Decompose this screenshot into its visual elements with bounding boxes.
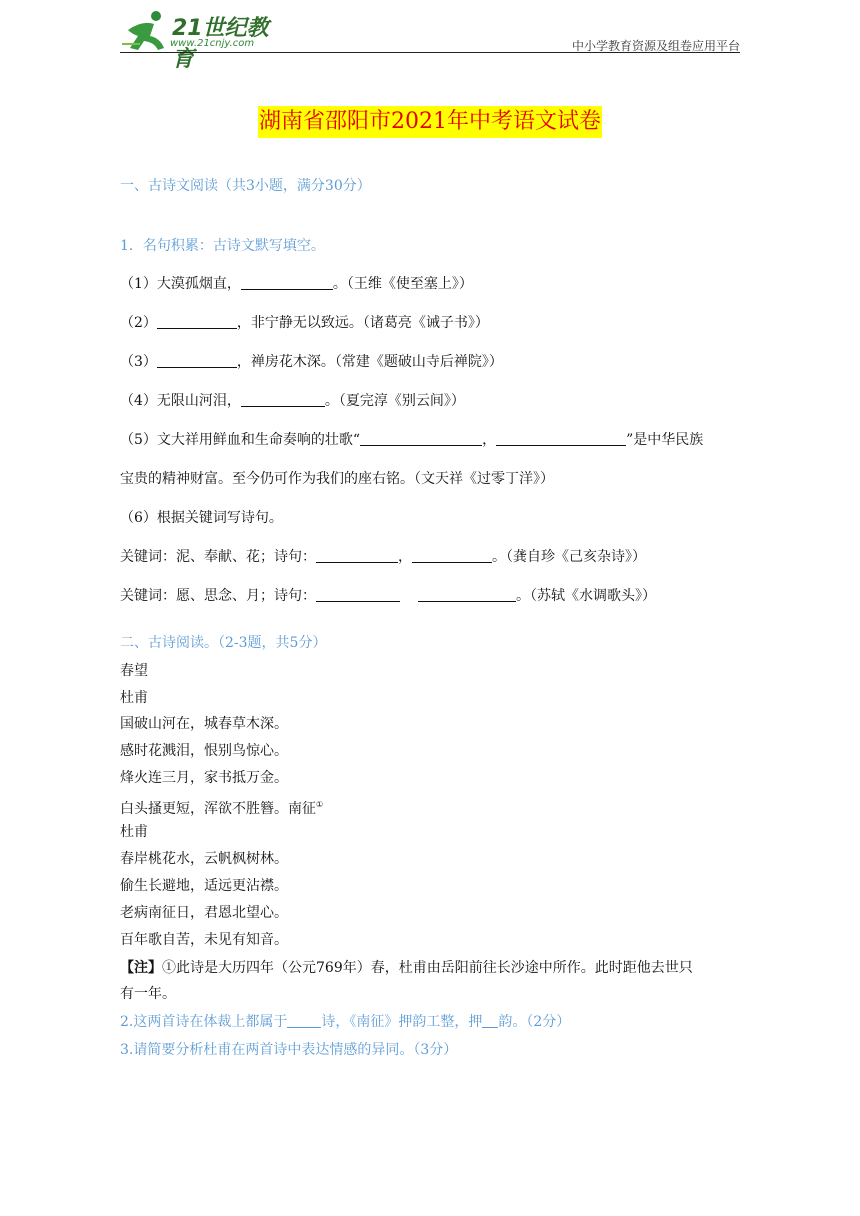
item2-prefix: （2）: [120, 315, 157, 331]
item4-prefix: （4）无限山河泪，: [120, 393, 241, 409]
fill-item-3: [120, 352, 503, 372]
poem2-line: 百年歌自苦，未见有知音。: [120, 932, 288, 948]
kw2-prefix: 关键词：愿、思念、月；诗句：: [120, 588, 316, 604]
note-continued: 有一年。: [120, 986, 176, 1002]
fill-item-5: [120, 430, 703, 450]
poem1-line: 烽火连三月，家书抵万金。: [120, 770, 288, 786]
poem1-title: 春望: [120, 663, 148, 679]
answer-blank[interactable]: [287, 1013, 321, 1028]
poem1-line: 感时花溅泪，恨别鸟惊心。: [120, 743, 288, 759]
note-text: ①此诗是大历四年（公元769年）春，杜甫由岳阳前往长沙途中所作。此时距他去世只: [162, 960, 693, 976]
note: [120, 958, 693, 978]
keyword-line-2: [120, 586, 656, 606]
section1-heading: 一、古诗文阅读（共3小题，满分30分）: [120, 178, 371, 194]
item2-suffix: ，非宁静无以致远。（诸葛亮《诫子书》）: [236, 315, 489, 331]
note-label: 【注】: [120, 960, 162, 976]
poem1-line-text: 白头搔更短，浑欲不胜簪。南征: [120, 801, 316, 817]
keyword-line-1: [120, 547, 646, 567]
question2: [120, 1012, 570, 1032]
answer-blank[interactable]: [157, 353, 237, 368]
fill-item-6: （6）根据关键词写诗句。: [120, 510, 283, 526]
page-header: [120, 10, 740, 72]
poem2-line: 春岸桃花水，云帆枫树林。: [120, 851, 288, 867]
kw1-comma: ，: [398, 549, 412, 565]
poem2-line: 老病南征日，君恩北望心。: [120, 905, 288, 921]
item4-suffix: 。（夏完淳《别云间》）: [324, 393, 465, 409]
item5-comma: ，: [482, 432, 497, 448]
item1-suffix: 。（王维《使至塞上》）: [332, 276, 473, 292]
answer-blank[interactable]: [482, 1013, 498, 1028]
fill-item-4: [120, 391, 465, 411]
answer-blank[interactable]: [412, 548, 492, 563]
fill-item-5-continued: 宝贵的精神财富。至今仍可作为我们的座右铭。（文天祥《过零丁洋》）: [120, 471, 554, 487]
poem1-author: 杜甫: [120, 690, 148, 706]
platform-tagline: 中小学教育资源及组卷应用平台: [571, 39, 740, 53]
item3-suffix: ，禅房花木深。（常建《题破山寺后禅院》）: [236, 354, 503, 370]
answer-blank[interactable]: [316, 587, 400, 602]
fill-item-1: [120, 274, 473, 294]
title-container: [0, 106, 860, 138]
kw1-suffix: 。（龚自珍《己亥杂诗》）: [492, 549, 646, 565]
kw2-suffix: 。（苏轼《水调歌头》）: [516, 588, 656, 604]
brand-url: www.21cnjy.com: [170, 38, 255, 49]
answer-blank[interactable]: [241, 275, 333, 290]
answer-blank[interactable]: [316, 548, 398, 563]
site-logo: [120, 10, 290, 72]
section2-heading: 二、古诗阅读。（2-3题，共5分）: [120, 635, 327, 651]
answer-blank[interactable]: [418, 587, 516, 602]
fill-item-2: [120, 313, 489, 333]
item3-prefix: （3）: [120, 354, 157, 370]
item5-suffix: ”是中华民族: [626, 432, 704, 448]
document-title: 湖南省邵阳市2021年中考语文试卷: [258, 106, 602, 138]
kw1-prefix: 关键词：泥、奉献、花；诗句：: [120, 549, 316, 565]
q2-suffix: 韵。（2分）: [498, 1014, 571, 1030]
header-divider: [120, 52, 740, 53]
poem1-last-line: [120, 795, 323, 819]
q2-middle: 诗，《南征》押韵工整，押: [321, 1014, 483, 1030]
poem2-line: 偷生长避地，适远更沾襟。: [120, 878, 288, 894]
question3: 3.请简要分析杜甫在两首诗中表达情感的异同。（3分）: [120, 1042, 458, 1058]
item1-prefix: （1）大漠孤烟直，: [120, 276, 241, 292]
item5-prefix: （5）文大祥用鲜血和生命奏响的壮歌“: [120, 432, 361, 448]
question1-title: 1．名句积累：古诗文默写填空。: [120, 238, 325, 254]
poem2-author: 杜甫: [120, 824, 148, 840]
answer-blank[interactable]: [241, 392, 325, 407]
footnote-marker: ①: [316, 800, 324, 809]
answer-blank[interactable]: [360, 431, 482, 446]
runner-logo-icon: [120, 10, 172, 52]
answer-blank[interactable]: [157, 314, 237, 329]
answer-blank[interactable]: [496, 431, 626, 446]
poem1-line: 国破山河在，城春草木深。: [120, 716, 288, 732]
brand-name: 21世纪教育: [172, 16, 269, 72]
q2-prefix: 2.这两首诗在体裁上都属于: [120, 1014, 288, 1030]
